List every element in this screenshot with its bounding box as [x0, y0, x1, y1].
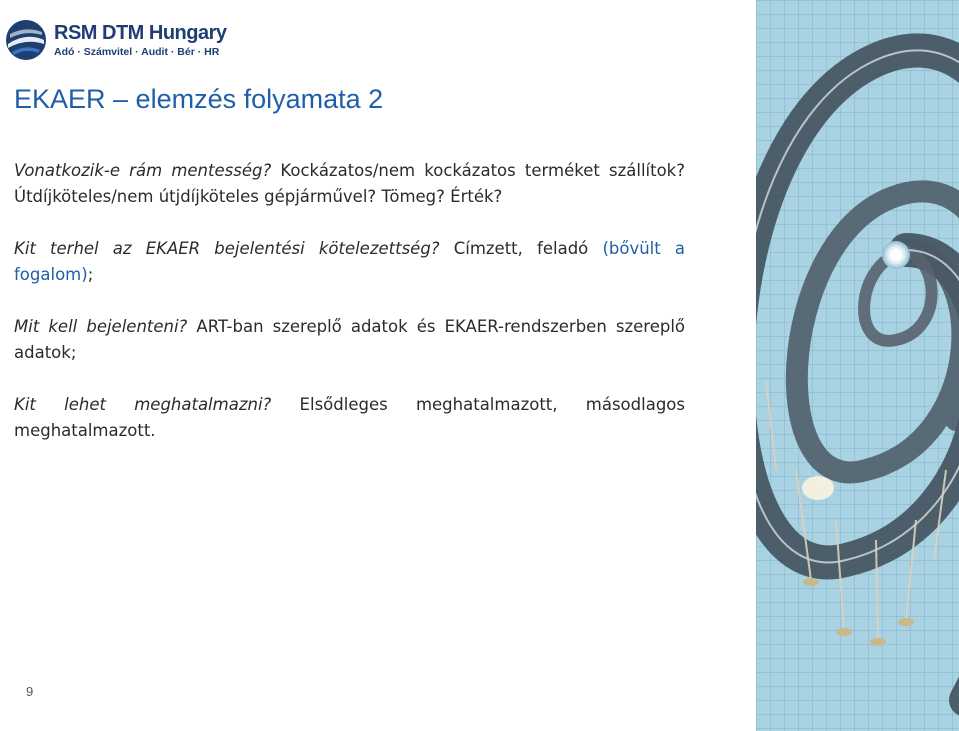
- paragraph-obligation: [14, 236, 685, 288]
- highlighted-answer-text: (bővült a fogalom): [14, 239, 686, 284]
- question-text: Kit lehet meghatalmazni?: [14, 395, 272, 414]
- paragraph-authorization: [14, 392, 685, 444]
- answer-text: Címzett, feladó: [439, 239, 603, 258]
- slide-content: [14, 158, 685, 470]
- question-text: Vonatkozik-e rám mentesség?: [14, 161, 272, 180]
- answer-text: Elsődleges meghatalmazott, másodlagos meghatalmazott.: [14, 395, 685, 440]
- page-number: 9: [26, 684, 34, 699]
- logo-subtitle: Adó · Számvitel · Audit · Bér · HR: [54, 46, 220, 58]
- paragraph-what-to-report: [14, 314, 685, 366]
- logo-title: RSM DTM Hungary: [54, 22, 227, 44]
- spiral-staircase-photo: [756, 0, 959, 731]
- question-text: Kit terhel az EKAER bejelentési kötelezettség?: [14, 239, 440, 258]
- staircase-illustration: [756, 0, 959, 731]
- slide-title: EKAER – elemzés folyamata 2: [14, 84, 384, 114]
- rsm-globe-icon: [4, 18, 48, 62]
- paragraph-exemption: [14, 158, 685, 210]
- answer-text: ;: [87, 265, 94, 284]
- company-logo: [4, 18, 227, 62]
- answer-text: Kockázatos/nem kockázatos terméket szállítok? Útdíjköteles/nem útjdíjköteles gépjárművel? Tömeg? Érték?: [14, 161, 685, 206]
- question-text: Mit kell bejelenteni?: [14, 317, 188, 336]
- answer-text: ART-ban szereplő adatok és EKAER-rendszerben szereplő adatok;: [14, 317, 685, 362]
